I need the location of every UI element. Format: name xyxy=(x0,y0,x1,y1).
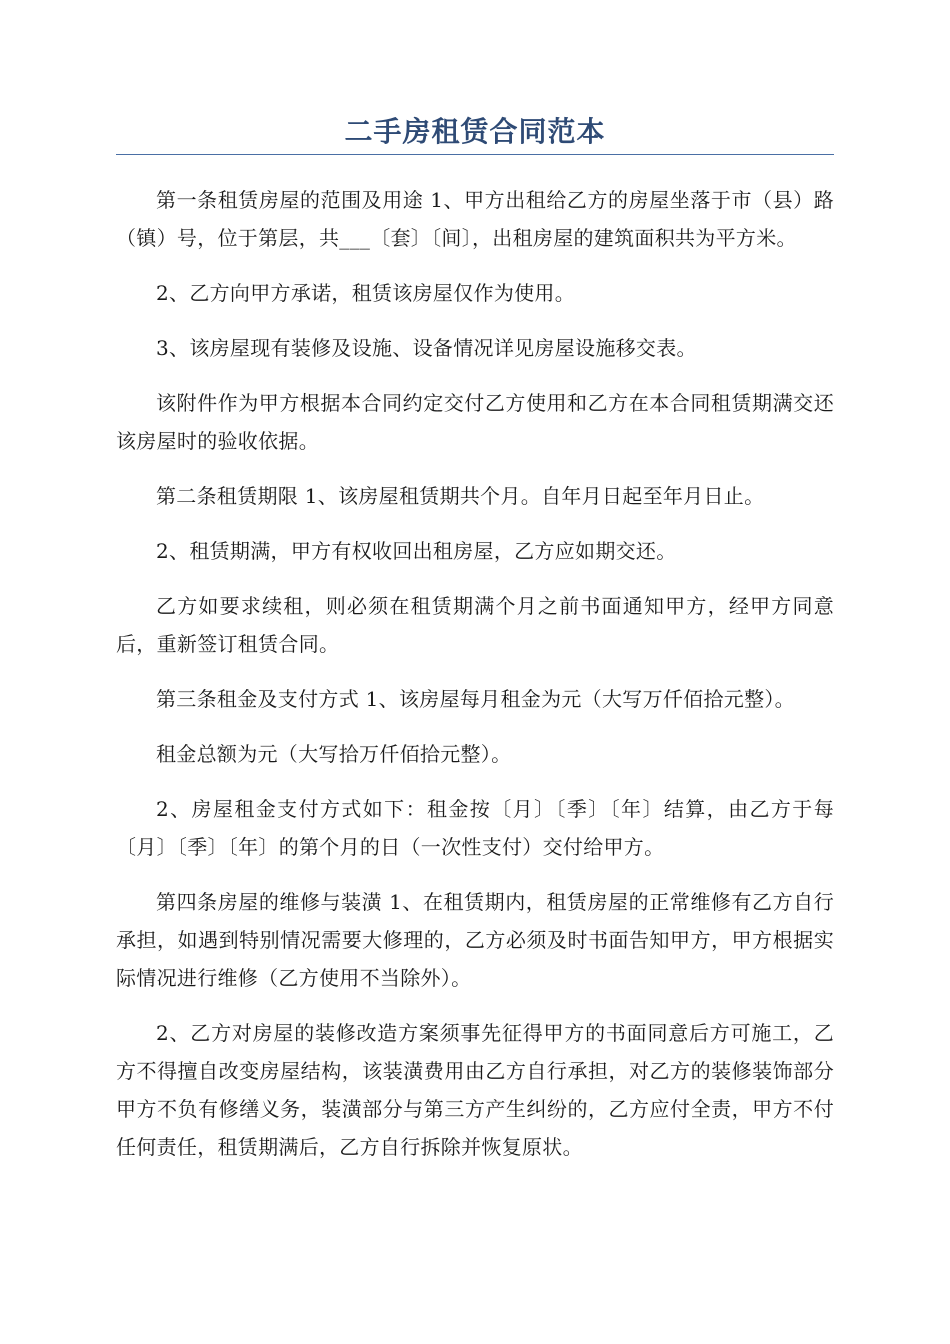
paragraph-rent-total: 租金总额为元（大写拾万仟佰拾元整）。 xyxy=(156,742,512,766)
document-title: 二手房租赁合同范本 xyxy=(344,115,606,148)
paragraph-article-3-clause-1: 第三条租金及支付方式 1、该房屋每月租金为元（大写万仟佰拾元整）。 xyxy=(156,687,795,711)
document-page xyxy=(116,112,834,1183)
paragraph-article-4-clause-1: 第四条房屋的维修与装潢 1、在租赁期内，租赁房屋的正常维修有乙方自行承担，如遇到特别情况需要大修理的，乙方必须及时书面告知甲方，甲方根据实际情况进行维修（乙方使用不当除外）。 xyxy=(116,890,834,990)
paragraph-article-3-clause-2: 2、房屋租金支付方式如下：租金按〔月〕〔季〕〔年〕结算，由乙方于每〔月〕〔季〕〔年〕的第个月的日（一次性支付）交付给甲方。 xyxy=(116,797,834,859)
paragraph-renewal-note: 乙方如要求续租，则必须在租赁期满个月之前书面通知甲方，经甲方同意后，重新签订租赁合同。 xyxy=(116,594,834,656)
paragraph-attachment-note: 该附件作为甲方根据本合同约定交付乙方使用和乙方在本合同租赁期满交还该房屋时的验收依据。 xyxy=(116,391,834,453)
paragraph-article-1-clause-1: 第一条租赁房屋的范围及用途 1、甲方出租给乙方的房屋坐落于市（县）路（镇）号，位于第层，共___〔套〕〔间〕，出租房屋的建筑面积共为平方米。 xyxy=(116,188,834,250)
paragraph-article-2-clause-2: 2、租赁期满，甲方有权收回出租房屋，乙方应如期交还。 xyxy=(156,539,677,563)
title-underline xyxy=(116,154,834,155)
paragraph-article-4-clause-2: 2、乙方对房屋的装修改造方案须事先征得甲方的书面同意后方可施工，乙方不得擅自改变房屋结构，该装潢费用由乙方自行承担，对乙方的装修装饰部分甲方不负有修缮义务，装潢部分与第三方产生纠纷的，乙方应付全责，甲方不付任何责任，租赁期满后，乙方自行拆除并恢复原状。 xyxy=(116,1021,834,1159)
paragraph-article-2-clause-1: 第二条租赁期限 1、该房屋租赁期共个月。自年月日起至年月日止。 xyxy=(156,484,765,508)
paragraph-article-1-clause-3: 3、该房屋现有装修及设施、设备情况详见房屋设施移交表。 xyxy=(156,336,697,360)
paragraph-article-1-clause-2: 2、乙方向甲方承诺，租赁该房屋仅作为使用。 xyxy=(156,281,576,305)
